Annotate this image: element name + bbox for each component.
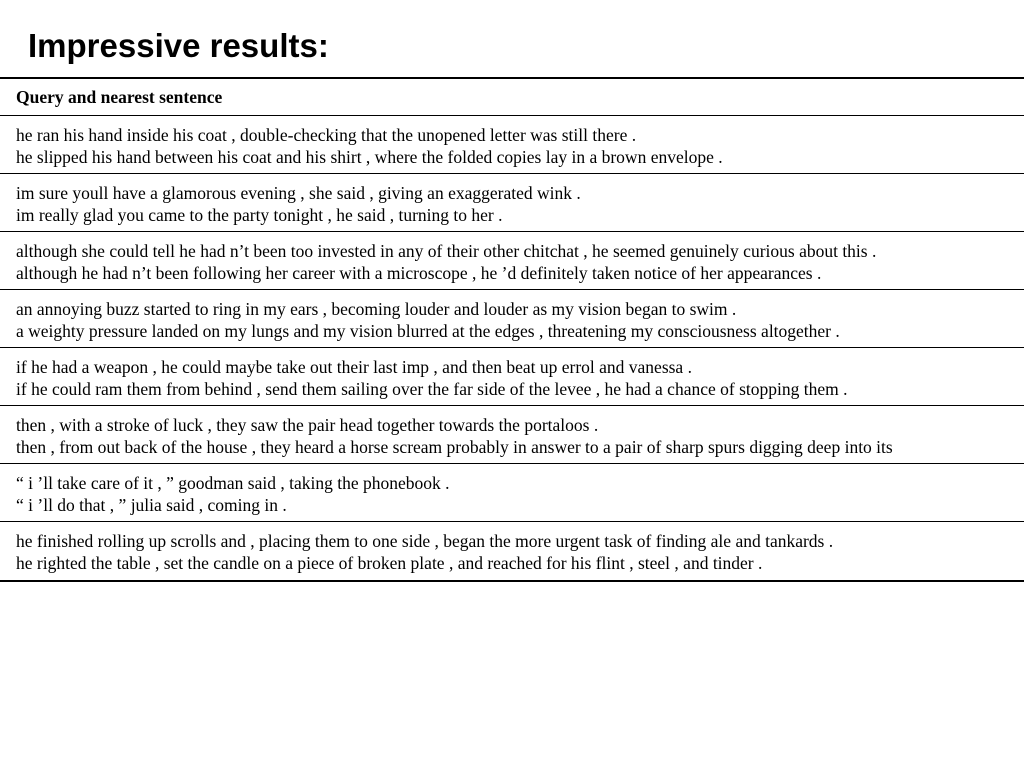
query-sentence: although she could tell he had n’t been too invested in any of their other chitchat , he seemed genuinely curious about this . [16,241,877,261]
query-sentence: then , with a stroke of luck , they saw the pair head together towards the portaloos . [16,415,599,435]
query-sentence: “ i ’ll take care of it , ” goodman said , taking the phonebook . [16,473,450,493]
table-row [0,464,1024,522]
table-header: Query and nearest sentence [0,79,1024,116]
slide-title: Impressive results: [28,27,329,64]
nearest-sentence: if he could ram them from behind , send them sailing over the far side of the levee , he had a chance of stopping them . [16,379,848,399]
table-row [0,174,1024,232]
table-row [0,290,1024,348]
query-sentence: if he had a weapon , he could maybe take out their last imp , and then beat up errol and vanessa . [16,357,692,377]
query-sentence: im sure youll have a glamorous evening , she said , giving an exaggerated wink . [16,183,581,203]
nearest-sentence: he slipped his hand between his coat and his shirt , where the folded copies lay in a brown envelope . [16,147,723,167]
table-row [0,116,1024,174]
results-table [0,77,1024,582]
query-sentence: he ran his hand inside his coat , double-checking that the unopened letter was still there . [16,125,637,145]
nearest-sentence: then , from out back of the house , they heard a horse scream probably in answer to a pair of sharp spurs digging deep into its [16,437,893,457]
query-sentence: he finished rolling up scrolls and , placing them to one side , began the more urgent task of finding ale and tankards . [16,531,834,551]
table-row [0,406,1024,464]
table-row [0,522,1024,580]
table-row [0,232,1024,290]
table-row [0,348,1024,406]
nearest-sentence: although he had n’t been following her career with a microscope , he ’d definitely taken notice of her appearances . [16,263,822,283]
query-sentence: an annoying buzz started to ring in my ears , becoming louder and louder as my vision began to swim . [16,299,737,319]
nearest-sentence: “ i ’ll do that , ” julia said , coming in . [16,495,287,515]
nearest-sentence: a weighty pressure landed on my lungs and my vision blurred at the edges , threatening my consciousness altogether . [16,321,840,341]
nearest-sentence: he righted the table , set the candle on a piece of broken plate , and reached for his flint , steel , and tinder . [16,553,763,573]
nearest-sentence: im really glad you came to the party tonight , he said , turning to her . [16,205,503,225]
